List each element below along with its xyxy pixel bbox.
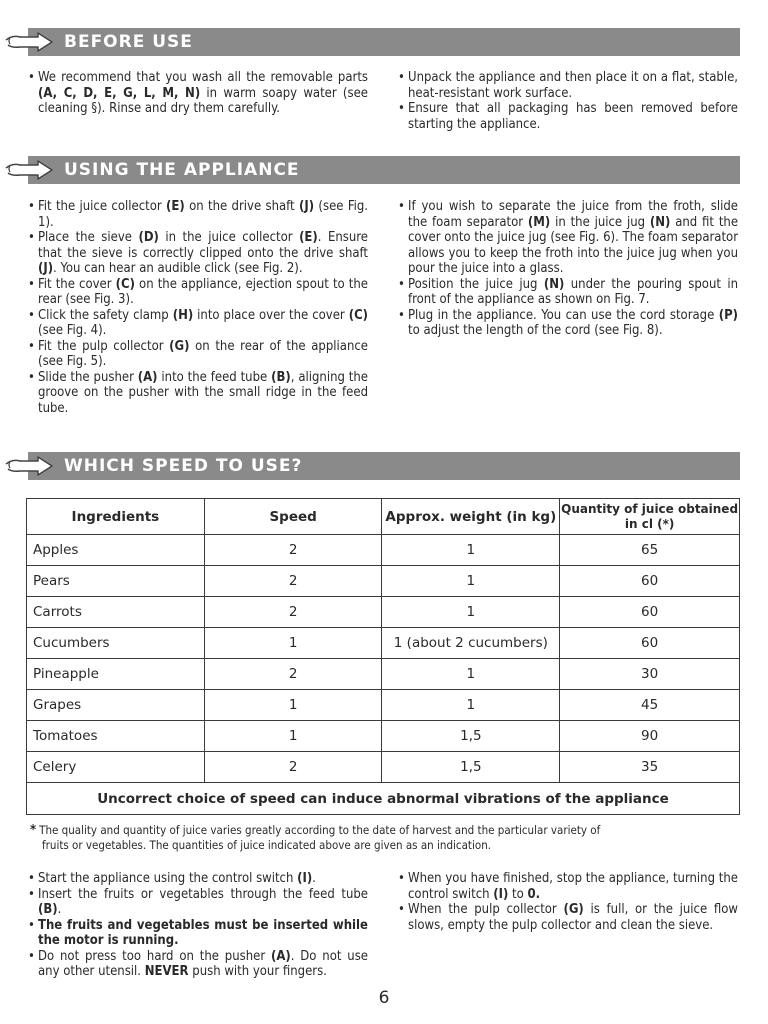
table-row — [27, 721, 740, 752]
table-cell: 90 — [560, 721, 740, 752]
table-cell: 35 — [560, 752, 740, 783]
list-item: • If you wish to separate the juice from the froth, slide the foam separator (M) in the juice jug (N) and fit the cover onto the juice jug (see Fig. 6). The foam separator allows you to keep the froth into the juice jug when you pour the juice into a glass. — [398, 199, 738, 277]
table-cell: 1 — [382, 690, 560, 721]
table-cell: 2 — [204, 535, 382, 566]
list-item: • Unpack the appliance and then place it on a flat, stable, heat-resistant work surface. — [398, 70, 738, 101]
table-cell: 2 — [204, 752, 382, 783]
table-cell: 1 — [204, 721, 382, 752]
list-item: • Do not press too hard on the pusher (A). Do not use any other utensil. NEVER push with your fingers. — [28, 949, 368, 980]
using-right-column — [398, 199, 738, 339]
list-item: • Slide the pusher (A) into the feed tube (B), aligning the groove on the pusher with the small ridge in the feed tube. — [28, 370, 368, 417]
table-cell: Grapes — [27, 690, 205, 721]
speed-warning: Uncorrect choice of speed can induce abnormal vibrations of the appliance — [27, 783, 740, 815]
table-cell: Apples — [27, 535, 205, 566]
table-warning-row — [27, 783, 740, 815]
table-cell: 1 (about 2 cucumbers) — [382, 628, 560, 659]
table-cell: Tomatoes — [27, 721, 205, 752]
table-cell: Carrots — [27, 597, 205, 628]
table-row — [27, 690, 740, 721]
table-row — [27, 566, 740, 597]
table-cell: 45 — [560, 690, 740, 721]
list-item: • Place the sieve (D) in the juice collector (E). Ensure that the sieve is correctly clipped onto the drive shaft (J). You can hear an audible click (see Fig. 2). — [28, 230, 368, 277]
footnote-star: * — [30, 823, 37, 838]
table-cell: Cucumbers — [27, 628, 205, 659]
section-title-using: USING THE APPLIANCE — [64, 160, 300, 180]
table-cell: 60 — [560, 566, 740, 597]
table-cell: 1,5 — [382, 721, 560, 752]
table-row — [27, 628, 740, 659]
table-cell: 2 — [204, 566, 382, 597]
list-item: • Plug in the appliance. You can use the cord storage (P) to adjust the length of the cord (see Fig. 8). — [398, 308, 738, 339]
hand-arrow-icon — [4, 455, 56, 477]
table-cell: 1 — [382, 566, 560, 597]
table-header-row — [27, 499, 740, 535]
table-cell: 2 — [204, 597, 382, 628]
list-item: • Fit the cover (C) on the appliance, ejection spout to the rear (see Fig. 3). — [28, 277, 368, 308]
list-item: • Position the juice jug (N) under the pouring spout in front of the appliance as shown on Fig. 7. — [398, 277, 738, 308]
before-use-left-column — [28, 70, 368, 117]
table-cell: 1 — [204, 690, 382, 721]
table-cell: 1,5 — [382, 752, 560, 783]
list-item: • When you have finished, stop the appliance, turning the control switch (I) to 0. — [398, 871, 738, 902]
table-cell: 1 — [382, 597, 560, 628]
table-cell: Pears — [27, 566, 205, 597]
table-cell: 60 — [560, 628, 740, 659]
table-cell: 65 — [560, 535, 740, 566]
table-cell: Pineapple — [27, 659, 205, 690]
table-row — [27, 659, 740, 690]
table-cell: 30 — [560, 659, 740, 690]
footnote — [30, 823, 730, 852]
page-number: 6 — [378, 988, 390, 1008]
footnote-line-2: fruits or vegetables. The quantities of juice indicated above are given as an indication. — [42, 838, 492, 852]
list-item: • Start the appliance using the control switch (I). — [28, 871, 368, 887]
list-item: • Fit the juice collector (E) on the drive shaft (J) (see Fig. 1). — [28, 199, 368, 230]
table-cell: 1 — [204, 628, 382, 659]
table-row — [27, 535, 740, 566]
speed-table — [26, 498, 740, 815]
footnote-line-1: The quality and quantity of juice varies greatly according to the date of harvest and the particular variety of — [39, 823, 601, 837]
list-item: • Click the safety clamp (H) into place over the cover (C) (see Fig. 4). — [28, 308, 368, 339]
table-cell: 2 — [204, 659, 382, 690]
list-item: • Insert the fruits or vegetables through the feed tube (B). — [28, 887, 368, 918]
bottom-left-column — [28, 871, 368, 980]
list-item: • Ensure that all packaging has been removed before starting the appliance. — [398, 101, 738, 132]
list-item: • We recommend that you wash all the removable parts (A, C, D, E, G, L, M, N) in warm soapy water (see cleaning §). Rinse and dry them carefully. — [28, 70, 368, 117]
hand-arrow-icon — [4, 31, 56, 53]
table-cell: 1 — [382, 659, 560, 690]
list-item: • Fit the pulp collector (G) on the rear of the appliance (see Fig. 5). — [28, 339, 368, 370]
table-header-quantity: Quantity of juice obtained in cl (*) — [560, 499, 740, 535]
table-cell: 60 — [560, 597, 740, 628]
table-row — [27, 752, 740, 783]
list-item: • The fruits and vegetables must be inserted while the motor is running. — [28, 918, 368, 949]
section-title-speed: WHICH SPEED TO USE? — [64, 456, 303, 476]
hand-arrow-icon — [4, 159, 56, 181]
table-row — [27, 597, 740, 628]
bottom-right-column — [398, 871, 738, 933]
using-left-column — [28, 199, 368, 416]
table-header-speed: Speed — [204, 499, 382, 535]
table-header-ingredients: Ingredients — [27, 499, 205, 535]
table-cell: 1 — [382, 535, 560, 566]
table-header-weight: Approx. weight (in kg) — [382, 499, 560, 535]
section-title-before-use: BEFORE USE — [64, 32, 193, 52]
before-use-right-column — [398, 70, 738, 132]
table-cell: Celery — [27, 752, 205, 783]
list-item: • When the pulp collector (G) is full, or the juice flow slows, empty the pulp collector and clean the sieve. — [398, 902, 738, 933]
